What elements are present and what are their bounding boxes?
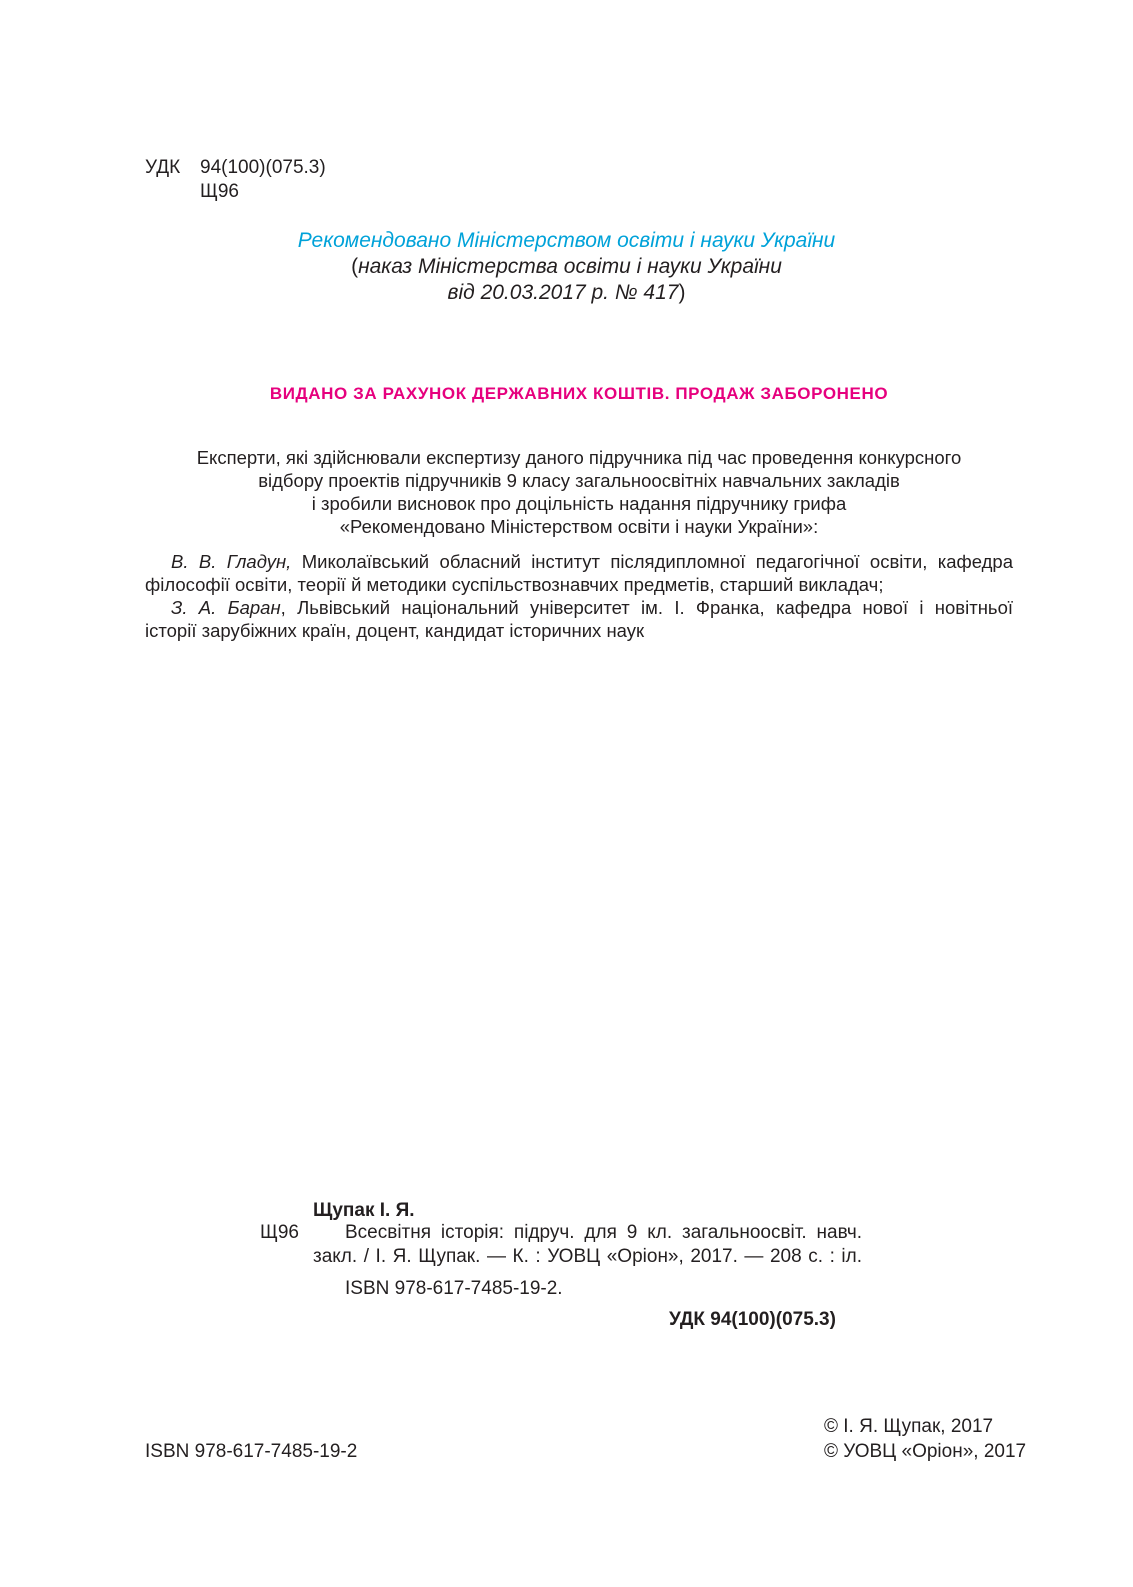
order-date: від 20.03.2017 р. № 417 bbox=[447, 281, 679, 304]
expert-affiliation-rest: філософії освіти, теорії й методики суспільствознавчих предметів, старший викладач; bbox=[145, 574, 884, 595]
expert-first-line bbox=[145, 550, 1013, 573]
card-description-line: закл. / І. Я. Щупак. — К. : УОВЦ «Оріон», 2017. — 208 с. : іл. bbox=[313, 1246, 862, 1267]
udk-label: УДК bbox=[145, 157, 181, 178]
udk-code: 94(100)(075.3) bbox=[200, 157, 326, 178]
experts-intro-line: Експерти, які здійснювали експертизу даного підручника під час проведення конкурсного bbox=[196, 447, 962, 468]
expert-affiliation-rest: історії зарубіжних країн, доцент, кандидат історичних наук bbox=[145, 620, 645, 641]
card-description-line: Всесвітня історія: підруч. для 9 кл. загальноосвіт. навч. bbox=[345, 1222, 862, 1243]
close-paren: ) bbox=[678, 281, 686, 304]
footer-isbn: ISBN 978-617-7485-19-2 bbox=[145, 1441, 358, 1462]
expert-entry bbox=[145, 550, 1013, 596]
card-sign: Щ96 bbox=[260, 1222, 299, 1243]
copyright-publisher: © УОВЦ «Оріон», 2017 bbox=[824, 1441, 1027, 1462]
expert-affiliation: , Львівський національний університет ім. І. Франка, кафедра нової і новітньої bbox=[280, 597, 1013, 618]
recommendation-title: Рекомендовано Міністерством освіти і науки України bbox=[297, 229, 836, 252]
experts-intro-line: «Рекомендовано Міністерством освіти і науки України»: bbox=[339, 516, 819, 537]
order-text: наказ Міністерства освіти і науки України bbox=[358, 255, 782, 278]
expert-first-line bbox=[145, 596, 1013, 619]
recommendation-date-line bbox=[0, 280, 1133, 306]
open-paren: ( bbox=[351, 255, 359, 278]
experts-intro-line: відбору проектів підручників 9 класу загальноосвітніх навчальних закладів bbox=[258, 470, 900, 491]
experts-intro-line: і зробили висновок про доцільність надання підручнику грифа bbox=[311, 493, 847, 514]
card-isbn: ISBN 978-617-7485-19-2. bbox=[345, 1278, 563, 1299]
card-udk: УДК 94(100)(075.3) bbox=[669, 1309, 836, 1330]
expert-affiliation: Миколаївський обласний інститут післядипломної педагогічної освіти, кафедра bbox=[301, 551, 1013, 572]
state-funded-notice: ВИДАНО ЗА РАХУНОК ДЕРЖАВНИХ КОШТІВ. ПРОДАЖ ЗАБОРОНЕНО bbox=[269, 384, 889, 403]
author-sign: Щ96 bbox=[200, 181, 239, 202]
expert-name: В. В. Гладун, bbox=[171, 551, 292, 572]
recommendation-order-line bbox=[0, 254, 1133, 280]
expert-entry bbox=[145, 596, 1013, 642]
copyright-author: © І. Я. Щупак, 2017 bbox=[824, 1416, 994, 1437]
card-author: Щупак І. Я. bbox=[313, 1200, 415, 1221]
expert-name: З. А. Баран bbox=[171, 597, 281, 618]
